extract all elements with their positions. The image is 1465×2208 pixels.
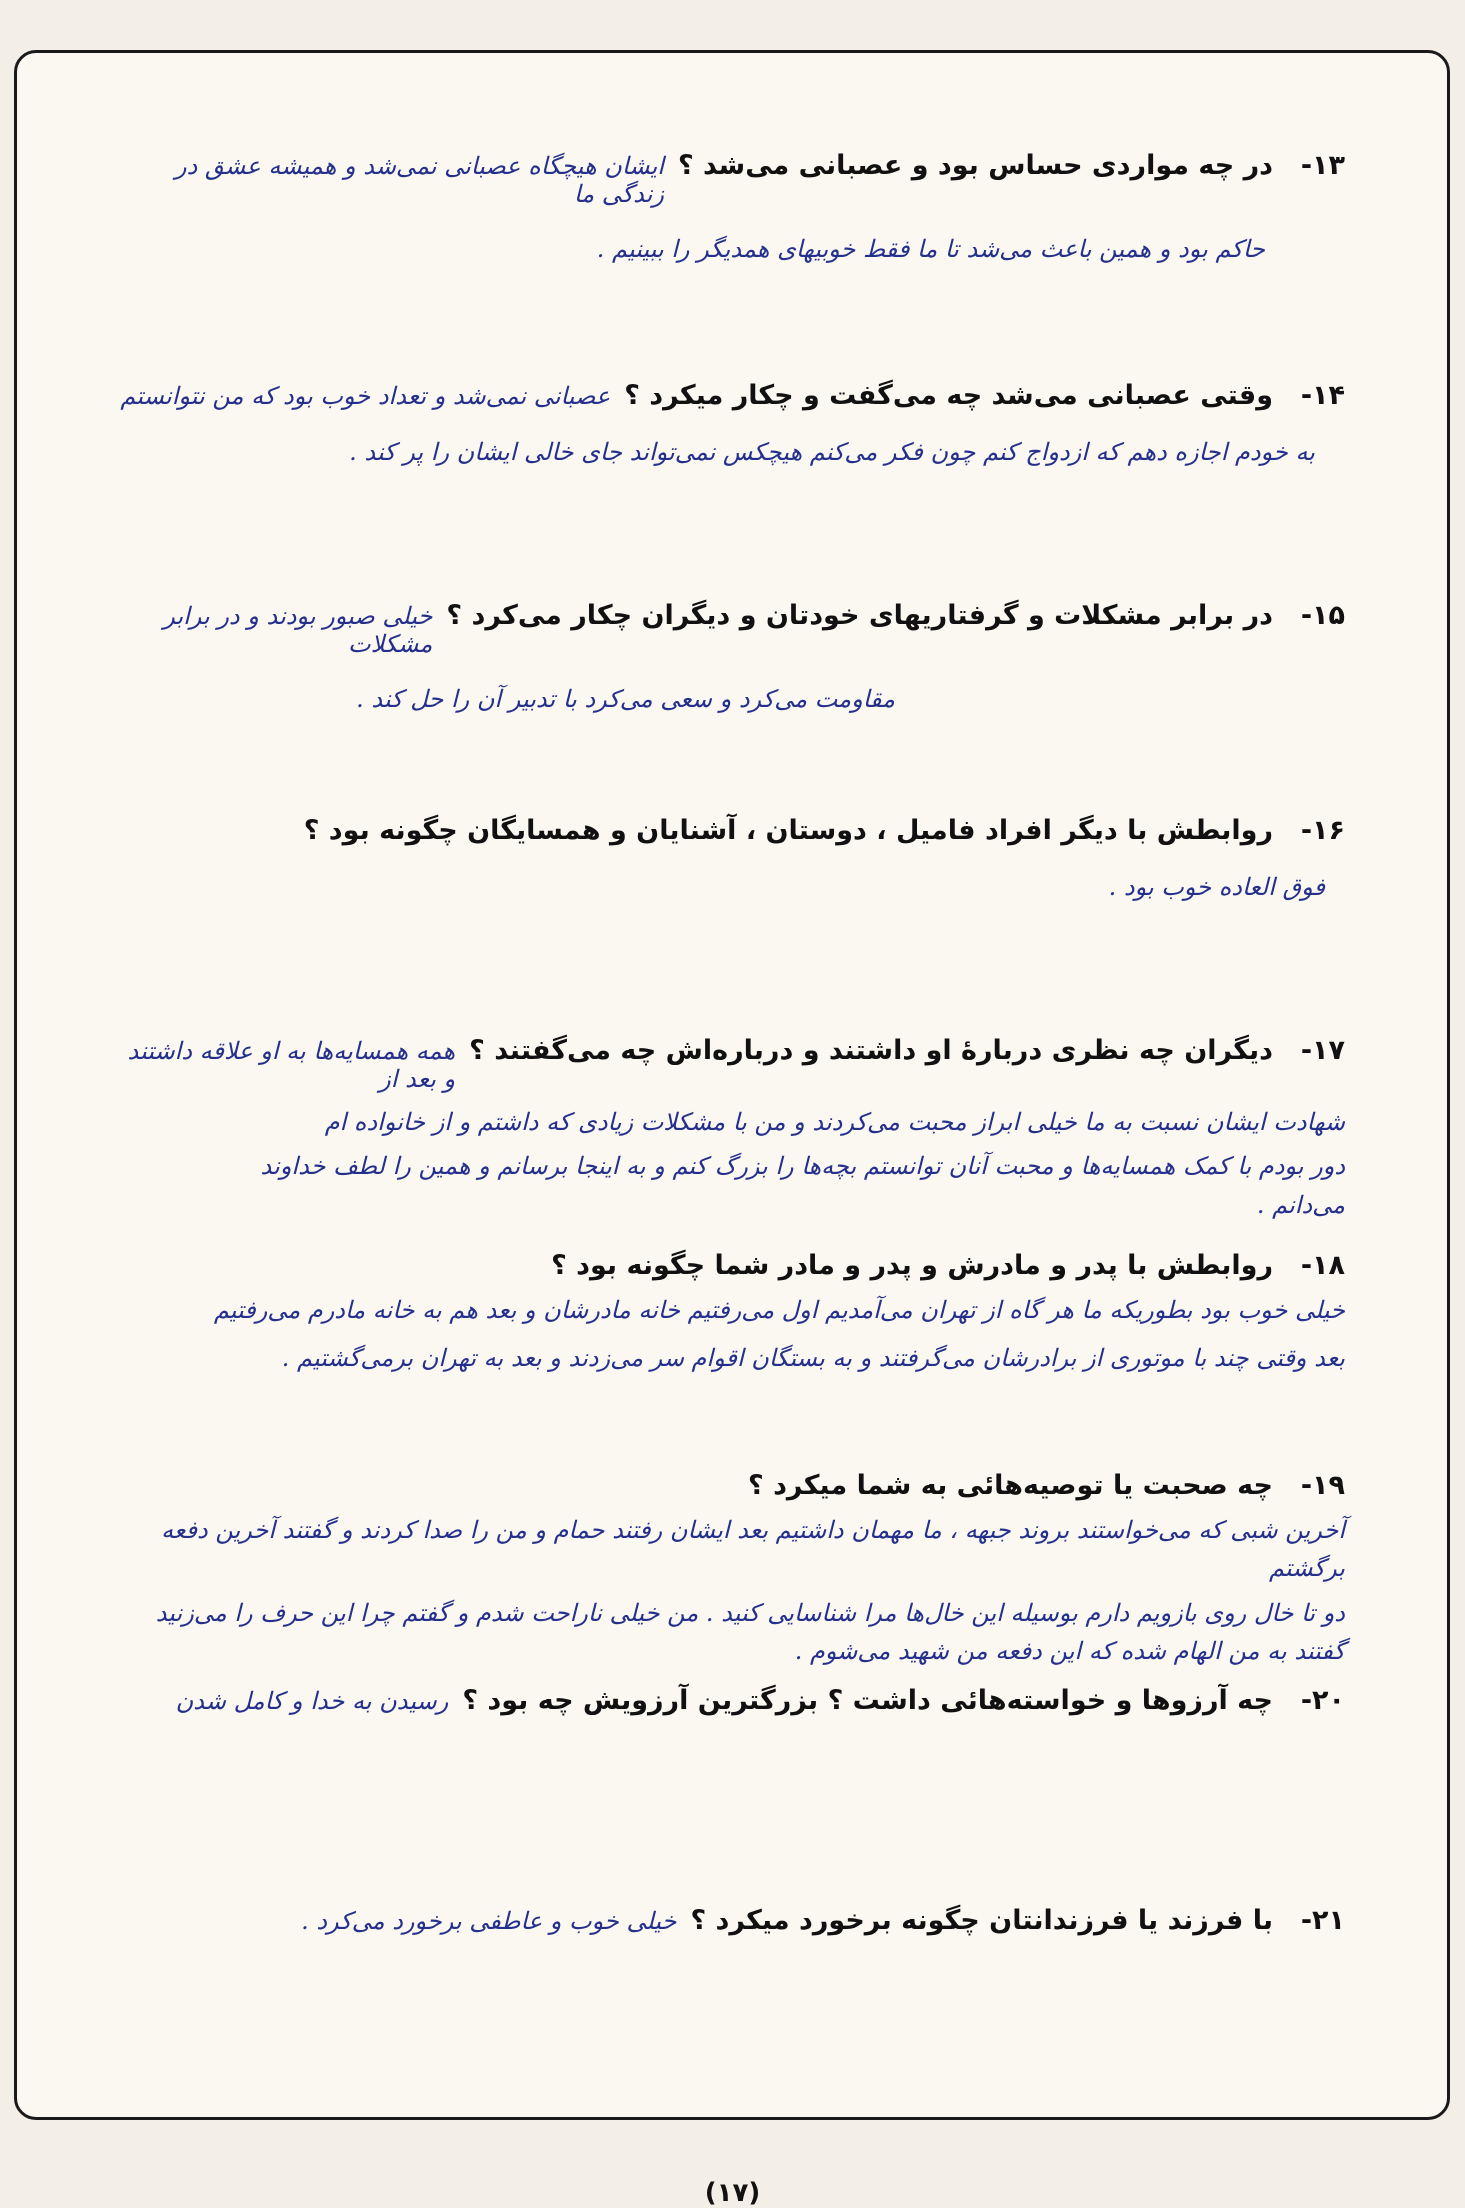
question-text: چه آرزوها و خواسته‌هائی داشت ؟ بزرگترین آرزویش چه بود ؟: [462, 1685, 1273, 1716]
handwritten-answer: همه همسایه‌ها به او علاقه داشتند و بعد از: [127, 1037, 456, 1093]
question-text: وقتی عصبانی می‌شد چه می‌گفت و چکار میکرد ؟: [624, 380, 1273, 411]
handwritten-answer-line: شهادت ایشان نسبت به ما خیلی ابراز محبت می‌کردند و من با مشکلات زیادی که داشتم و از خانواده ام: [324, 1108, 1345, 1136]
question-18: [110, 1250, 1345, 1378]
handwritten-answer-line: فوق العاده خوب بود .: [1108, 873, 1325, 901]
question-text: روابطش با پدر و مادرش و پدر و مادر شما چگونه بود ؟: [551, 1250, 1273, 1281]
question-13: [110, 150, 1345, 268]
handwritten-answer-line: بعد وقتی چند با موتوری از برادرشان می‌گرفتند و به بستگان اقوام سر می‌زدند و بعد به تهران برمی‌گشتیم .: [281, 1344, 1345, 1373]
question-15: [110, 600, 1345, 718]
question-number: ۲۰-: [1300, 1685, 1345, 1716]
question-text: در برابر مشکلات و گرفتاریهای خودتان و دیگران چکار می‌کرد ؟: [446, 600, 1273, 631]
handwritten-answer: خیلی خوب و عاطفی برخورد می‌کرد .: [301, 1907, 677, 1935]
handwritten-answer-line: مقاومت می‌کرد و سعی می‌کرد با تدبیر آن را حل کند .: [356, 685, 895, 713]
question-text: دیگران چه نظری دربارهٔ او داشتند و درباره‌اش چه می‌گفتند ؟: [469, 1035, 1273, 1066]
question-20: [110, 1685, 1345, 1716]
question-number: ۱۷-: [1300, 1035, 1345, 1066]
question-text: روابطش با دیگر افراد فامیل ، دوستان ، آشنایان و همسایگان چگونه بود ؟: [303, 815, 1273, 846]
handwritten-answer-line: به خودم اجازه دهم که ازدواج کنم چون فکر می‌کنم هیچکس نمی‌تواند جای خالی ایشان را پر کند .: [349, 438, 1315, 466]
handwritten-answer: رسیدن به خدا و کامل شدن: [175, 1687, 449, 1715]
question-16: [110, 815, 1345, 906]
handwritten-answer-line: خیلی خوب بود بطوریکه ما هر گاه از تهران می‌آمدیم اول می‌رفتیم خانه مادرشان و بعد هم به خانه مادرم می‌رفتیم: [213, 1296, 1345, 1324]
question-number: ۱۸-: [1300, 1250, 1345, 1281]
question-number: ۱۹-: [1300, 1470, 1345, 1501]
handwritten-answer-line: آخرین شبی که می‌خواستند بروند جبهه ، ما مهمان داشتیم بعد ایشان رفتند حمام و من را صدا کردند و گفتند آخرین دفعه برگشتم: [161, 1516, 1345, 1583]
question-number: ۱۶-: [1300, 815, 1345, 846]
question-number: ۱۳-: [1300, 150, 1345, 181]
handwritten-answer: ایشان هیچگاه عصبانی نمی‌شد و همیشه عشق در زندگی ما: [175, 152, 664, 208]
handwritten-answer: خیلی صبور بودند و در برابر مشکلات: [163, 602, 433, 658]
handwritten-answer-line: حاکم بود و همین باعث می‌شد تا ما فقط خوبیهای همدیگر را ببینیم .: [596, 235, 1265, 263]
handwritten-answer-line: دور بودم با کمک همسایه‌ها و محبت آنان توانستم بچه‌ها را بزرگ کنم و به اینجا برسانم و همین را لطف خداوند: [260, 1152, 1345, 1181]
page-number: (۱۷): [704, 2178, 761, 2208]
handwritten-answer: عصبانی نمی‌شد و تعداد خوب بود که من نتوانستم: [120, 382, 611, 410]
question-17: [110, 1035, 1345, 1224]
question-number: ۱۴-: [1300, 380, 1345, 411]
handwritten-answer-line: دو تا خال روی بازویم دارم بوسیله این خال‌ها مرا شناسایی کنید . من خیلی ناراحت شدم و گفتم چرا این حرف را می‌زنید: [155, 1598, 1345, 1627]
handwritten-answer-line: می‌دانم .: [1256, 1190, 1345, 1219]
question-number: ۱۵-: [1300, 600, 1345, 631]
question-21: [110, 1905, 1345, 1936]
question-text: چه صحبت یا توصیه‌هائی به شما میکرد ؟: [748, 1470, 1273, 1501]
question-number: ۲۱-: [1300, 1905, 1345, 1936]
question-text: در چه مواردی حساس بود و عصبانی می‌شد ؟: [677, 150, 1273, 181]
question-text: با فرزند یا فرزندانتان چگونه برخورد میکرد ؟: [690, 1905, 1273, 1936]
question-19: [110, 1470, 1345, 1671]
handwritten-answer-line: گفتند به من الهام شده که این دفعه من شهید می‌شوم .: [794, 1637, 1345, 1666]
question-14: [110, 380, 1345, 471]
